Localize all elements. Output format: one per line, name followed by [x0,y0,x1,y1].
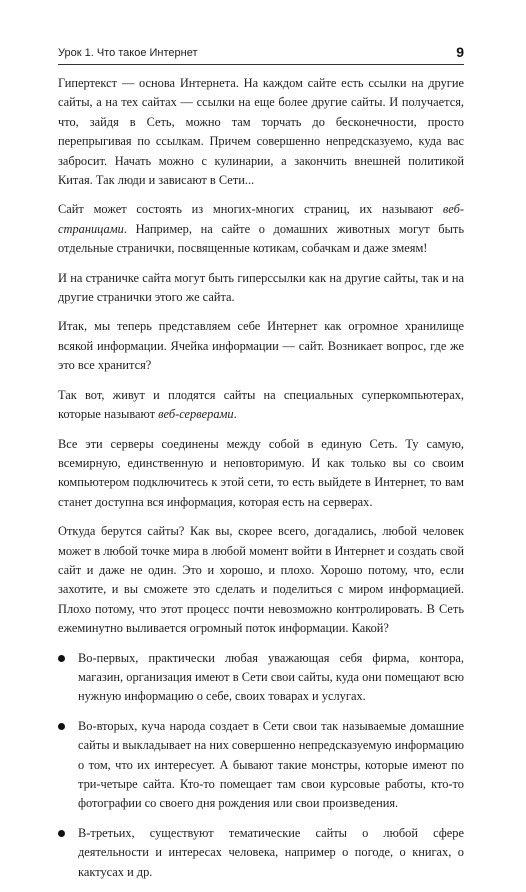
paragraph-network: Все эти серверы соединены между собой в единую Сеть. Ту самую, всемирную, единственную и неповторимую. И как только вы со своим компьютером подключитесь к этой сети, то есть выйдете в Интернет, то вам станет доступна вся информация, которая есть на серверах. [58,436,464,509]
paragraph-where-sites-come-from: Откуда берутся сайты? Как вы, скорее всего, догадались, любой человек может в любой точке мира в любой момент войти в Интернет и создать свой сайт и даже не один. Это и хорошо, и плохо. Хорошо потому, что, если захотите, и вы сможете это сделать и поделиться с миром информацией. Плохо потому, что этот процесс почти невозможно контролировать. В Сеть ежеминутно выливается огромный поток информации. Какой? [58,524,464,636]
paragraph-hypertext: Гипертекст — основа Интернета. На каждом сайте есть ссылки на другие сайты, а на тех сайтах — ссылки на еще более другие сайты. И получается, что, зайдя в Сеть, можно там торчать до бесконечности, просто перепрыгивая по ссылкам. Причем совершенно непредсказуемо, куда вас забросит. Начать можно с кулинарии, а закончить внешней политикой Китая. Так люди и зависают в Сети... [58,76,464,188]
paragraph-web-pages [58,200,464,258]
list-item [58,649,464,707]
list-item-text: В-третьих, существуют тематические сайты о любой сфере деятельности и интересах человека, например о погоде, о книгах, о кактусах и др. [78,825,464,879]
list-item [58,824,464,882]
bullet-icon [58,723,65,730]
paragraph-text: Так вот, живут и плодятся сайты на специальных суперкомпьютерах, которые называют [58,387,464,422]
paragraph-text: . [233,407,237,422]
list-item-text: Во-вторых, куча народа создает в Сети свои так называемые домашние сайты и выкладывает на них совершенно непредсказуемую информацию о том, что их интересует. А бывают такие монстры, которые имеют по три-четыре сайта. Кто-то помещает там свои курсовые работы, кто-то фотографии со своего дня рождения или свои произведения. [78,718,464,811]
bullet-icon [58,655,65,662]
list-item [58,717,464,814]
bullet-icon [58,830,65,837]
page-number: 9 [456,44,464,60]
paragraph-hyperlinks: И на страничке сайта могут быть гиперссылки как на другие сайты, так и на другие странички этого же сайта. [58,270,464,305]
paragraph-text: . Например, на сайте о домашних животных могут быть отдельные странички, посвященные котикам, собачкам и даже змеям! [58,221,464,256]
page-body [58,74,464,892]
term-web-servers: веб-серверами [158,407,234,422]
paragraph-storage: Итак, мы теперь представляем себе Интернет как огромное хранилище всякой информации. Ячейка информации — сайт. Возникает вопрос, где же это все хранится? [58,319,464,373]
paragraph-web-servers [58,386,464,425]
paragraph-text: Сайт может состоять из многих-многих страниц, их называют [58,202,443,217]
chapter-title: Урок 1. Что такое Интернет [58,47,198,59]
term-web-pages: веб-страницами [58,202,464,236]
bullet-list [58,649,464,882]
list-item-text: Во-первых, практически любая уважающая себя фирма, контора, магазин, организация имеют в Сети свои сайты, куда они помещают всю нужную информацию о себе, своих товарах и услугах. [78,650,464,704]
running-header [58,44,464,65]
